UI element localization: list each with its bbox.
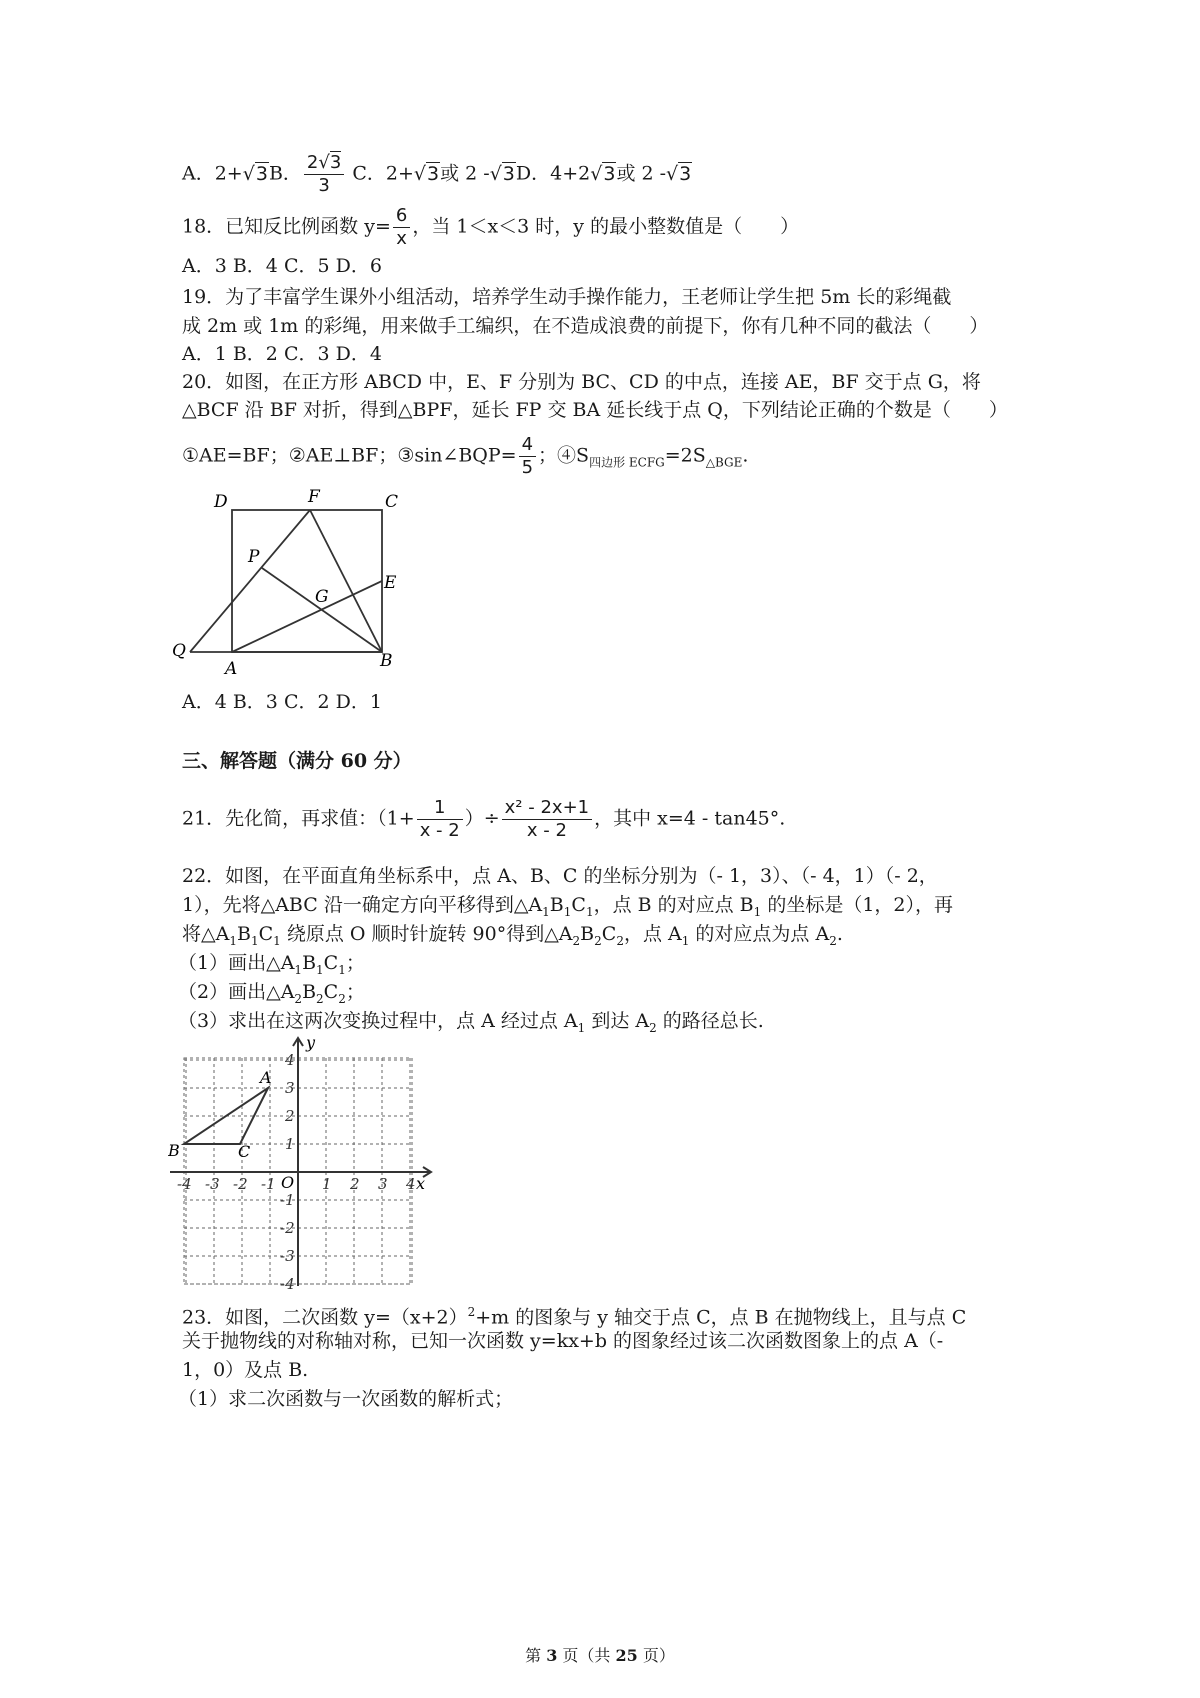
section-title: 三、解答题（满分 60 分） xyxy=(182,750,412,772)
y-tick-label: 2 xyxy=(285,1107,295,1125)
question-18: 18．已知反比例函数 y= $\frac{6}{x}$ ，当 1＜x＜3 时，y 的最小整数值是（ ） xyxy=(182,205,800,249)
y-tick-label: 3 xyxy=(285,1079,295,1097)
x-axis-label: x xyxy=(416,1174,426,1193)
line-qf xyxy=(190,510,310,652)
q22-line-1: 22．如图，在平面直角坐标系中，点 A、B、C 的坐标分别为（- 1，3）、（- 4，1）（- 2， xyxy=(182,865,938,887)
label-p: P xyxy=(248,547,260,567)
q22-line-2: 1），先将△ABC 沿一确定方向平移得到$\triangle A_1B_1C_1$，点 B 的对应点 $B_1$ 的坐标是（1，2），再 xyxy=(182,894,953,919)
x-tick-label: 3 xyxy=(378,1175,388,1193)
coordinate-grid xyxy=(168,1036,438,1292)
label-a: A xyxy=(225,659,238,679)
x-tick-label: -3 xyxy=(205,1175,220,1193)
x-tick-label: 4 xyxy=(406,1175,416,1193)
fraction: $\frac{4}{5}$ xyxy=(519,434,536,479)
x-tick-label: -1 xyxy=(261,1175,276,1193)
square-abcd xyxy=(232,510,382,652)
point-a-label: A xyxy=(260,1068,272,1087)
sqrt: √3 xyxy=(242,162,268,185)
y-tick-label: -2 xyxy=(280,1219,295,1237)
label-q: Q xyxy=(172,641,186,661)
q23-sub-1: （1）求二次函数与一次函数的解析式； xyxy=(178,1388,514,1410)
q19-options: A．1 B．2 C．3 D．4 xyxy=(182,343,382,365)
fraction: $\frac{\text{x² - 2x+1}}{x - 2}$ xyxy=(502,797,592,842)
origin-label: O xyxy=(281,1173,295,1192)
q22-sub-2: （2）画出$\triangle A_2B_2C_2$； xyxy=(178,981,365,1006)
y-tick-label: 4 xyxy=(285,1051,295,1069)
x-tick-label: -2 xyxy=(233,1175,248,1193)
q22-line-3: 将$\triangle A_1B_1C_1$ 绕原点 O 顺时针旋转 90°得到$\triangle A_2B_2C_2$，点 $A_1$ 的对应点为点 $A_2$. xyxy=(182,923,843,948)
q19-line-2: 成 2m 或 1m 的彩绳，用来做手工编织，在不造成浪费的前提下，你有几种不同的截法（ ） xyxy=(182,315,989,337)
q20-conclusions: ①AE=BF；②AE⊥BF；③sin∠BQP= $\frac{4}{5}$ ；$④S_{四边形 ECFG}=2S_{\triangle BGE}$. xyxy=(182,434,749,478)
q23-line-1: 23．如图，二次函数 $y=(x+2)^2+m$ 的图象与 y 轴交于点 C，点 B 在抛物线上，且与点 C xyxy=(182,1305,967,1329)
fraction: $\frac{6}{x}$ xyxy=(393,205,410,250)
fraction: $\frac{1}{x - 2}$ xyxy=(417,797,463,842)
x-tick-label: 2 xyxy=(350,1175,360,1193)
label-c: C xyxy=(385,492,399,512)
label-b: B xyxy=(380,651,393,671)
q20-line-1: 20．如图，在正方形 ABCD 中，E、F 分别为 BC、CD 的中点，连接 AE，BF 交于点 G，将 xyxy=(182,371,981,393)
question-21: 21．先化简，再求值：（1+ $\frac{1}{x - 2}$ ）÷ $\frac{\text{x² - 2x+1}}{x - 2}$ ，其中 x=4 - tan45°. xyxy=(182,797,786,841)
y-tick-label: -3 xyxy=(280,1247,295,1265)
q18-options: A．3 B．4 C．5 D．6 xyxy=(182,255,382,277)
q20-options: A．4 B．3 C．2 D．1 xyxy=(182,691,382,713)
label-e: E xyxy=(384,573,397,593)
q23-line-3: 1，0）及点 B. xyxy=(182,1359,309,1381)
q22-sub-1: （1）画出$\triangle A_1B_1C_1$； xyxy=(178,952,365,977)
line-fb xyxy=(310,510,382,652)
fraction: $\frac{2√3}{3}$ xyxy=(304,152,344,197)
label-f: F xyxy=(308,487,320,507)
square-figure xyxy=(170,484,410,684)
point-b-label: B xyxy=(168,1141,180,1160)
point-c-label: C xyxy=(238,1142,251,1161)
x-tick-label: 1 xyxy=(322,1175,332,1193)
label-d: D xyxy=(214,492,228,512)
q20-line-2: △BCF 沿 BF 对折，得到△BPF，延长 FP 交 BA 延长线于点 Q，下列结论正确的个数是（ ） xyxy=(182,399,1008,421)
label-g: G xyxy=(315,587,329,607)
q23-line-2: 关于抛物线的对称轴对称，已知一次函数 y=kx+b 的图象经过该二次函数图象上的点 A（- xyxy=(182,1330,944,1352)
y-tick-label: -4 xyxy=(280,1275,295,1292)
q17-options: A．2+√3B． $\frac{2√3}{3}$ C．2+√3或 2 -√3D．4+2√3或 2 -√3 xyxy=(182,152,692,196)
y-tick-label: 1 xyxy=(285,1135,295,1153)
q22-sub-3: （3）求出在这两次变换过程中，点 A 经过点 $A_1$ 到达 $A_2$ 的路径总长. xyxy=(178,1010,764,1035)
y-axis-label: y xyxy=(306,1036,316,1052)
line-ae xyxy=(232,581,382,652)
x-tick-label: -4 xyxy=(177,1175,192,1193)
y-tick-label: -1 xyxy=(280,1191,295,1209)
page-footer: 第 3 页（共 25 页） xyxy=(525,1646,675,1665)
q19-line-1: 19．为了丰富学生课外小组活动，培养学生动手操作能力，王老师让学生把 5m 长的彩绳截 xyxy=(182,286,952,308)
